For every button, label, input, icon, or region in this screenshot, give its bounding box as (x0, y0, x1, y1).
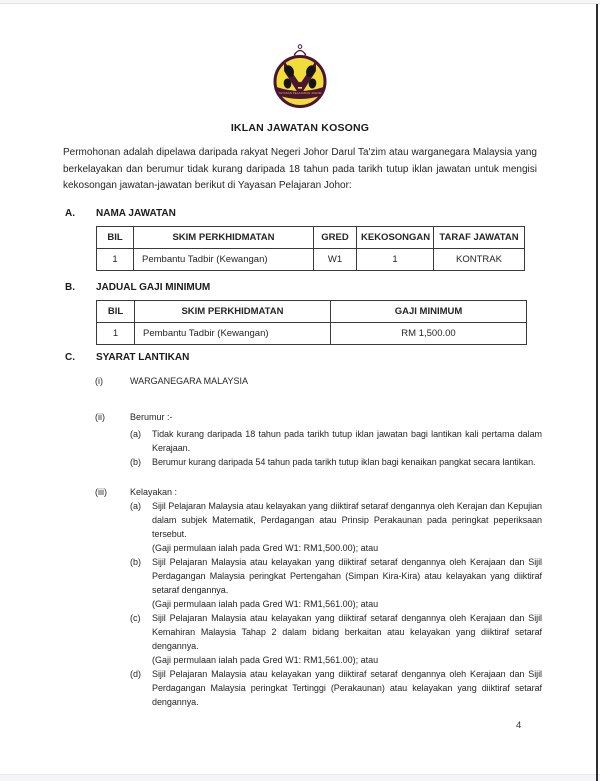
section-c-title: SYARAT LANTIKAN (96, 351, 190, 363)
col-header-skim: SKIM PERKHIDMATAN (135, 300, 331, 322)
salary-note: (Gaji permulaan ialah pada Gred W1: RM1,561.00); atau (152, 598, 379, 609)
subitem-iii-b (130, 555, 542, 611)
cell-bil: 1 (97, 322, 135, 344)
page-number: 4 (516, 720, 522, 731)
cell-skim: Pembantu Tadbir (Kewangan) (134, 248, 314, 270)
col-header-skim: SKIM PERKHIDMATAN (134, 226, 314, 248)
condition-item-iii (95, 485, 542, 709)
cell-gaji: RM 1,500.00 (331, 322, 527, 344)
table-row (97, 322, 527, 344)
cell-gred: W1 (314, 248, 357, 270)
subitem-iii-c (130, 611, 542, 667)
item-number: (ii) (95, 411, 105, 422)
section-b-title: JADUAL GAJI MINIMUM (96, 281, 211, 293)
section-c-heading (0, 351, 600, 364)
cell-kekosongan: 1 (357, 248, 434, 270)
col-header-kekosongan: KEKOSONGAN (357, 226, 434, 248)
table-header-row (97, 300, 527, 322)
col-header-taraf: TARAF JAWATAN (434, 226, 525, 248)
subitem-ii-a (130, 427, 542, 455)
gaji-minimum-table (96, 300, 527, 345)
subitem-letter: (b) (130, 456, 141, 467)
section-b-label: B. (65, 281, 75, 293)
subitem-letter: (a) (130, 428, 141, 439)
item-number: (i) (95, 375, 103, 386)
item-text: WARGANEGARA MALAYSIA (130, 375, 249, 386)
item-number: (iii) (95, 486, 107, 497)
subitem-text: Tidak kurang daripada 18 tahun pada tarikh tutup iklan jawatan bagi lantikan kali pertama dalam Kerajaan. (152, 428, 542, 453)
subitem-text: Sijil Pelajaran Malaysia atau kelayakan yang diiktiraf setaraf dengannya oleh Kerajaan dan Sijil Perdagangan Malaysia peringkat Pertengahan (Simpan Kira-Kira) atau kelayakan yang diiktiraf setaraf dengannya. (152, 556, 542, 595)
subitem-letter: (c) (130, 612, 141, 623)
condition-item-ii (95, 410, 542, 469)
col-header-gaji: GAJI MINIMUM (331, 300, 527, 322)
subitem-text: Berumur kurang daripada 54 tahun pada tarikh tutup iklan bagi kenaikan pangkat secara lantikan. (152, 456, 536, 467)
subitem-letter: (a) (130, 500, 141, 511)
section-a-heading (0, 207, 600, 220)
subitem-text: Sijil Pelajaran Malaysia atau kelayakan yang diiktiraf setaraf dengannya oleh Kerajan dan Kepujian dalam subjek Matematik, Perdagangan atau Prinsip Perakaunan pada peringkat peperiksaan tersebut. (152, 500, 542, 539)
yayasan-pelajaran-johor-logo-icon (260, 44, 340, 108)
col-header-bil: BIL (97, 226, 134, 248)
subitem-iii-a (130, 499, 542, 555)
col-header-bil: BIL (97, 300, 135, 322)
subitem-text: Sijil Pelajaran Malaysia atau kelayakan yang diiktiraf setaraf dengannya oleh Kerajaan dan Sijil Kemahiran Malaysia Tahap 2 dalam bidang berkaitan atau kelayakan yang diiktiraf setaraf dengannya. (152, 612, 542, 651)
page-top-edge (0, 0, 600, 4)
item-text: Berumur :- (130, 411, 173, 422)
intro-paragraph: Permohonan adalah dipelawa daripada rakyat Negeri Johor Darul Ta'zim atau warganegara Malaysia yang berkelayakan dan berumur tidak kurang daripada 18 tahun pada tarikh tutup iklan jawatan untuk mengisi kekosongan jawatan-jawatan berikut di Yayasan Pelajaran Johor: (63, 147, 537, 191)
subitem-text: Sijil Pelajaran Malaysia atau kelayakan yang diiktiraf setaraf dengannya oleh Kerajaan dan Sijil Perdagangan Malaysia peringkat Tertinggi (Perakaunan) atau kelayakan yang diiktiraf setaraf dengannya. (152, 668, 542, 707)
section-b-heading (0, 281, 600, 294)
salary-note: (Gaji permulaan ialah pada Gred W1: RM1,561.00); atau (152, 654, 379, 665)
condition-item-i (95, 374, 542, 388)
nama-jawatan-table (96, 226, 525, 271)
cell-taraf: KONTRAK (434, 248, 525, 270)
subitem-letter: (b) (130, 556, 141, 567)
subitem-letter: (d) (130, 668, 141, 679)
document-title: IKLAN JAWATAN KOSONG (230, 122, 370, 134)
col-header-gred: GRED (314, 226, 357, 248)
cell-bil: 1 (97, 248, 134, 270)
crest-icon (260, 44, 340, 108)
section-a-title: NAMA JAWATAN (96, 207, 176, 219)
item-text: Kelayakan : (130, 486, 178, 497)
subitem-iii-d (130, 667, 542, 709)
section-a-label: A. (65, 207, 75, 219)
page-bottom-edge (0, 774, 600, 781)
crest-banner-text: YAYASAN PELAJARAN JOHOR (278, 91, 322, 96)
salary-note: (Gaji permulaan ialah pada Gred W1: RM1,500.00); atau (152, 542, 379, 553)
section-c-label: C. (65, 351, 75, 363)
table-header-row (97, 226, 525, 248)
cell-skim: Pembantu Tadbir (Kewangan) (135, 322, 331, 344)
page-right-edge (596, 4, 598, 781)
subitem-ii-b (130, 455, 542, 469)
table-row (97, 248, 525, 270)
